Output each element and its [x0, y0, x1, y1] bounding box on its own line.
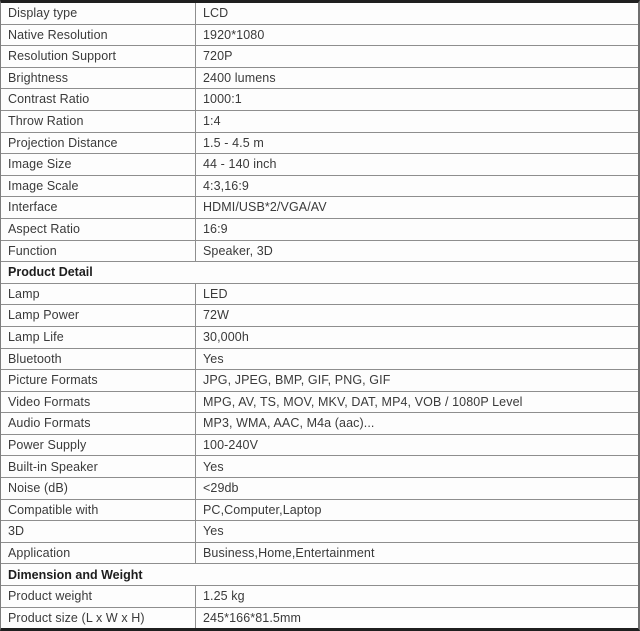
spec-row — [1, 219, 638, 241]
spec-label: Lamp Power — [1, 305, 196, 326]
spec-label: Throw Ration — [1, 111, 196, 132]
spec-label: Aspect Ratio — [1, 219, 196, 240]
spec-label: Video Formats — [1, 392, 196, 413]
spec-value: Yes — [203, 351, 224, 366]
spec-row — [1, 478, 638, 500]
spec-value: PC,Computer,Laptop — [203, 502, 322, 517]
spec-row — [1, 327, 638, 349]
spec-label: 3D — [1, 521, 196, 542]
spec-label: Interface — [1, 197, 196, 218]
spec-label: Picture Formats — [1, 370, 196, 391]
spec-row — [1, 284, 638, 306]
spec-row — [1, 500, 638, 522]
spec-value: 72W — [203, 308, 230, 323]
spec-value: 4:3,16:9 — [203, 178, 249, 193]
spec-label: Display type — [1, 3, 196, 24]
spec-value: 1920*1080 — [203, 27, 265, 42]
spec-label: Application — [1, 543, 196, 564]
spec-value: LCD — [203, 6, 229, 21]
spec-label: Product size (L x W x H) — [1, 608, 196, 629]
spec-row — [1, 154, 638, 176]
spec-label: Image Size — [1, 154, 196, 175]
spec-value: 1000:1 — [203, 92, 242, 107]
spec-label: Product weight — [1, 586, 196, 607]
spec-value: Speaker, 3D — [203, 243, 273, 258]
spec-row — [1, 25, 638, 47]
spec-label: Lamp Life — [1, 327, 196, 348]
spec-label: Compatible with — [1, 500, 196, 521]
spec-row — [1, 456, 638, 478]
spec-row — [1, 241, 638, 263]
spec-row — [1, 349, 638, 371]
spec-value: 100-240V — [203, 437, 259, 452]
spec-row — [1, 305, 638, 327]
spec-value: Yes — [203, 524, 224, 539]
spec-value: 720P — [203, 49, 233, 64]
spec-row — [1, 111, 638, 133]
spec-row — [1, 3, 638, 25]
section-header-row — [1, 564, 638, 586]
spec-row — [1, 89, 638, 111]
spec-row — [1, 133, 638, 155]
spec-label: Brightness — [1, 68, 196, 89]
spec-row — [1, 586, 638, 608]
spec-value: MPG, AV, TS, MOV, MKV, DAT, MP4, VOB / 1080P Level — [203, 394, 523, 409]
spec-label: Built-in Speaker — [1, 456, 196, 477]
spec-label: Bluetooth — [1, 349, 196, 370]
spec-label: Function — [1, 241, 196, 262]
spec-value: HDMI/USB*2/VGA/AV — [203, 200, 327, 215]
spec-value: LED — [203, 286, 228, 301]
spec-row — [1, 176, 638, 198]
spec-label: Lamp — [1, 284, 196, 305]
spec-value: <29db — [203, 481, 239, 496]
spec-row — [1, 392, 638, 414]
spec-row — [1, 521, 638, 543]
spec-row — [1, 197, 638, 219]
spec-row — [1, 370, 638, 392]
spec-label: Noise (dB) — [1, 478, 196, 499]
spec-label: Projection Distance — [1, 133, 196, 154]
spec-row — [1, 608, 638, 629]
spec-value: 1.25 kg — [203, 589, 245, 604]
spec-value: 2400 lumens — [203, 70, 276, 85]
section-header-row — [1, 262, 638, 284]
spec-row — [1, 68, 638, 90]
spec-row — [1, 46, 638, 68]
spec-value: 44 - 140 inch — [203, 157, 277, 172]
spec-value: Business,Home,Entertainment — [203, 545, 375, 560]
spec-label: Image Scale — [1, 176, 196, 197]
section-header-label: Dimension and Weight — [8, 567, 143, 582]
spec-value: JPG, JPEG, BMP, GIF, PNG, GIF — [203, 373, 391, 388]
spec-value: 1:4 — [203, 114, 221, 129]
spec-label: Resolution Support — [1, 46, 196, 67]
spec-row — [1, 543, 638, 565]
spec-value: 16:9 — [203, 221, 228, 236]
spec-label: Native Resolution — [1, 25, 196, 46]
spec-value: Yes — [203, 459, 224, 474]
spec-value: 1.5 - 4.5 m — [203, 135, 264, 150]
spec-label: Power Supply — [1, 435, 196, 456]
spec-value: 30,000h — [203, 329, 249, 344]
spec-row — [1, 435, 638, 457]
spec-value: MP3, WMA, AAC, M4a (aac)... — [203, 416, 375, 431]
spec-row — [1, 413, 638, 435]
section-header-label: Product Detail — [8, 265, 93, 280]
spec-label: Contrast Ratio — [1, 89, 196, 110]
spec-value: 245*166*81.5mm — [203, 610, 301, 625]
spec-label: Audio Formats — [1, 413, 196, 434]
